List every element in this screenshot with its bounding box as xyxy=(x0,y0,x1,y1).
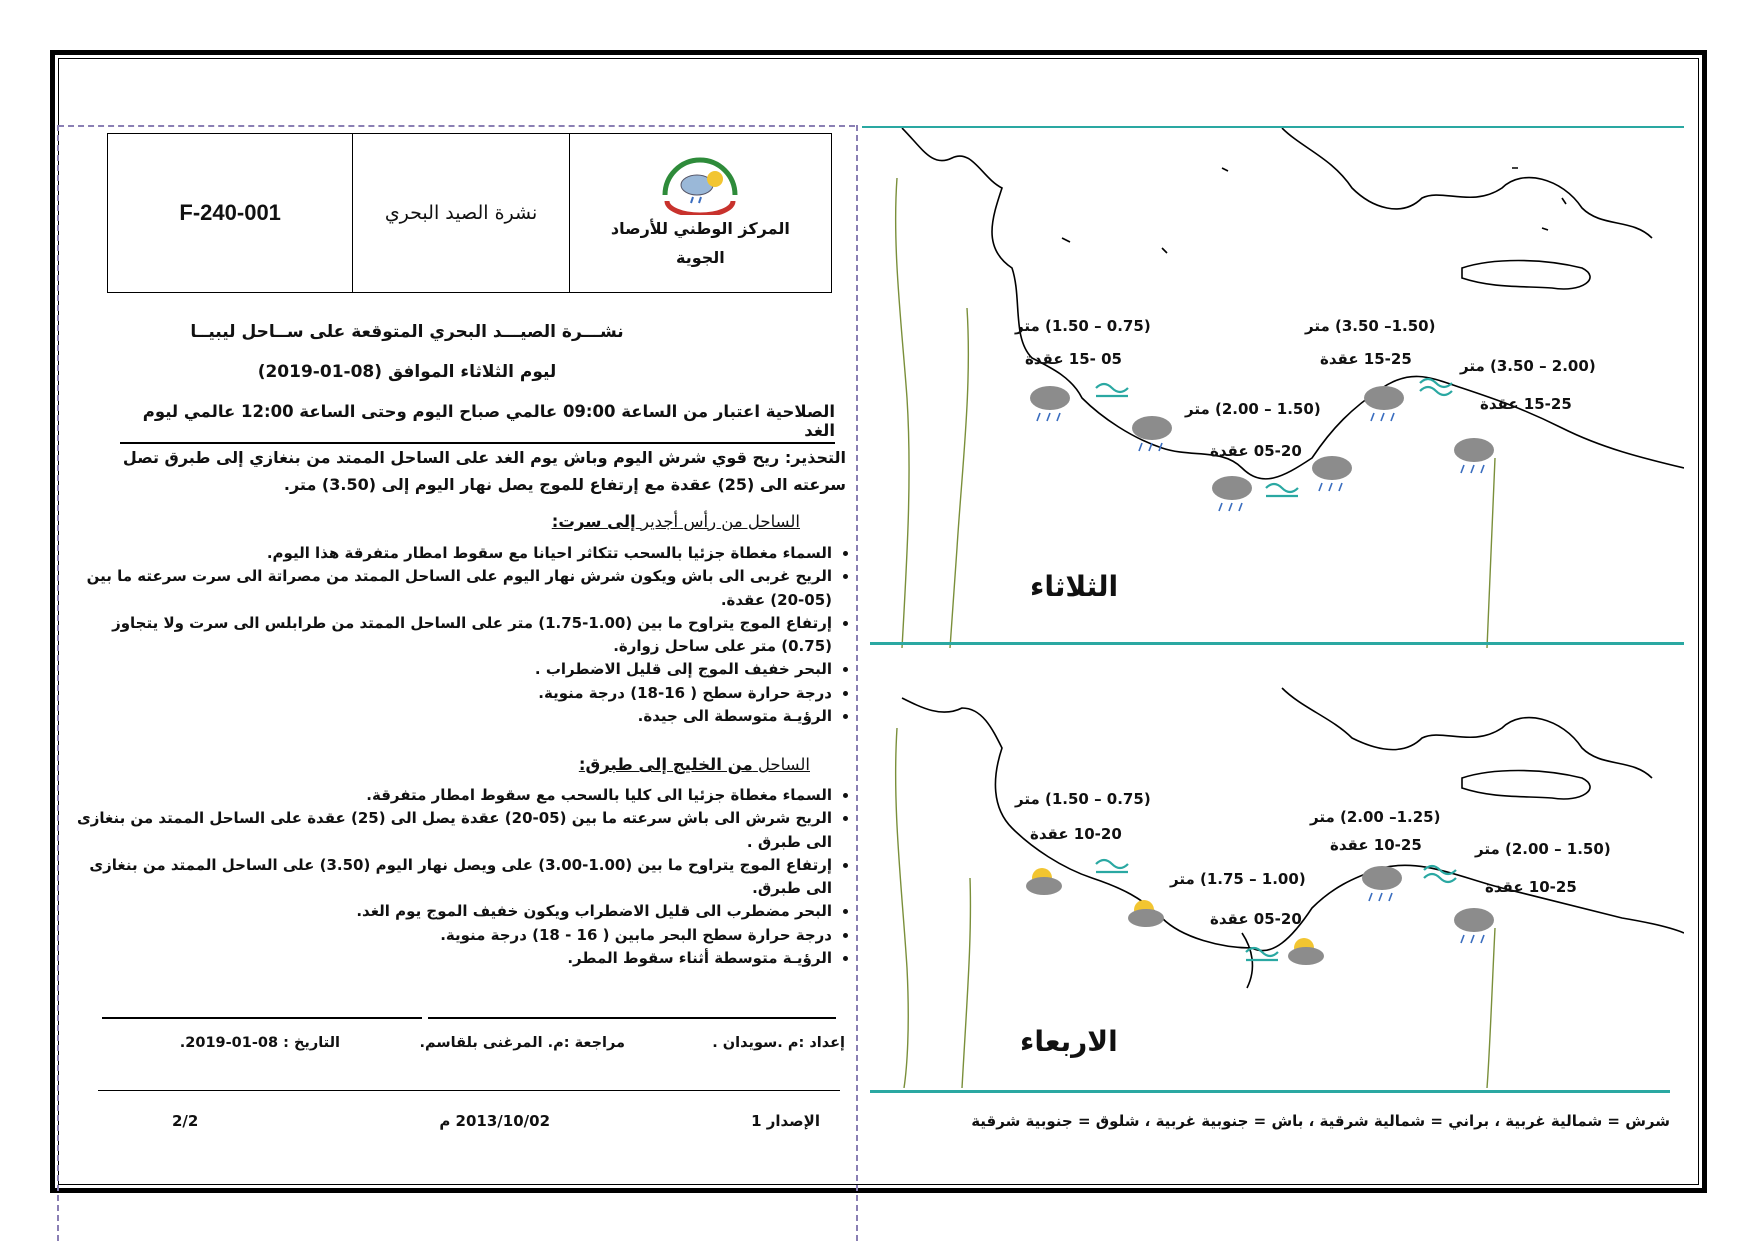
map-tuesday xyxy=(862,128,1684,648)
section1-list xyxy=(72,542,856,728)
map2-wind-east: 10-25 عقدة xyxy=(1485,878,1577,896)
map2-wave-west: (0.75 – 1.50) متر xyxy=(1015,790,1151,808)
map1-wind-west: 05 -15 عقدة xyxy=(1025,350,1122,368)
section2-title xyxy=(520,755,810,774)
list-item: • البحر خفيف الموج إلى قليل الاضطراب . xyxy=(72,658,832,681)
list-item: • السماء مغطاة جزئيا الى كليا بالسحب مع سقوط امطار متفرقة. xyxy=(72,784,832,807)
map1-wind-center: 05-20 عقدة xyxy=(1210,442,1302,460)
list-item: • الريح شرش الى باش سرعته ما بين (05-20) عقدة يصل الى (25) عقدة على الساحل الممتد من بنغازى الى طبرق . xyxy=(72,807,832,854)
map2-wind-benghazi: 10-25 عقدة xyxy=(1330,836,1422,854)
map1-wave-east: (2.00 – 3.50) متر xyxy=(1460,357,1596,375)
map1-wind-east: 15-25 عقدة xyxy=(1480,395,1572,413)
issue-date: 2013/10/02 م xyxy=(439,1112,550,1130)
list-item: • إرتفاع الموج يتراوح ما بين (1.00-1.75) متر على الساحل الممتد من طرابلس الى سرت ولا يتجاوز (0.75) متر على ساحل زوارة. xyxy=(72,612,832,659)
signature-line-left xyxy=(102,1017,422,1019)
header-table xyxy=(107,133,832,293)
map1-wave-benghazi: (1.50– 3.50) متر xyxy=(1305,317,1436,335)
map2-wave-benghazi: (1.25– 2.00) متر xyxy=(1310,808,1441,826)
section1-title-rest: إلى سرت: xyxy=(551,512,636,531)
list-item: • درجة حرارة سطح البحر مابين ( 16 - 18) درجة منوية. xyxy=(72,924,832,947)
cloud-rain-icon xyxy=(1362,866,1494,943)
warning-label: التحذير: xyxy=(784,448,846,467)
map1-bottom-line xyxy=(870,642,1684,645)
list-item: • درجة حرارة سطح ( 16-18) درجة منوية. xyxy=(72,682,832,705)
fold-line-middle xyxy=(856,125,858,1241)
prepared-by: إعداد :م .سويدان . xyxy=(712,1035,845,1051)
fold-line-left xyxy=(57,125,59,1241)
center-name-line2: الجوية xyxy=(675,248,725,267)
center-name-line1: المركز الوطني للأرصاد xyxy=(610,219,790,239)
map1-wave-center: (1.50 – 2.00) متر xyxy=(1185,400,1321,418)
wind-direction-legend: شرش = شمالية غربية ، براني = شمالية شرقية ، باش = جنوبية غربية ، شلوق = جنوبية شرقية xyxy=(971,1112,1670,1130)
list-item: • الرؤيـة متوسطة أثناء سقوط المطر. xyxy=(72,947,832,970)
bulletin-title: نشـــرة الصيـــد البحري المتوقعة على ســاحل ليبيــا xyxy=(190,322,624,342)
bulletin-name: نشرة الصيد البحري xyxy=(352,134,568,292)
section1-title xyxy=(500,512,800,531)
date-line: ليوم الثلاثاء الموافق (08-01-2019) xyxy=(257,362,557,382)
map2-wind-west: 10-20 عقدة xyxy=(1030,825,1122,843)
map2-day-name: الاربعاء xyxy=(1020,1025,1118,1058)
footer-line xyxy=(98,1090,840,1091)
list-item: • السماء مغطاة جزئيا بالسحب تتكاثر احيانا مع سقوط امطار متفرقة هذا اليوم. xyxy=(72,542,832,565)
map-wednesday xyxy=(862,648,1684,1088)
map1-wave-west: (0.75 – 1.50) متر xyxy=(1015,317,1151,335)
section2-title-rest: من الخليج إلى طبرق: xyxy=(578,755,753,774)
map2-wave-center: (1.00 – 1.75) متر xyxy=(1170,870,1306,888)
map2-wind-center: 05-20 عقدة xyxy=(1210,910,1302,928)
section2-list xyxy=(72,784,856,970)
issue-number: الإصدار 1 xyxy=(751,1112,820,1130)
warning-paragraph xyxy=(72,444,846,498)
section2-title-prefix: الساحل xyxy=(757,755,810,774)
warning-text: ريح قوي شرش اليوم وباش يوم الغد على الساحل الممتد من بنغازي إلى طبرق تصل سرعته الى (25) عقدة مع إرتفاع للموج يصل نهار اليوم إلى (3.50) متر. xyxy=(122,448,846,495)
list-item: • الرؤيـة متوسطة الى جيدة. xyxy=(72,705,832,728)
map2-wave-east: (1.50 – 2.00) متر xyxy=(1475,840,1611,858)
section1-title-prefix: الساحل من رأس أجدير xyxy=(640,512,800,531)
page-number: 2/2 xyxy=(172,1112,199,1130)
validity-line: الصلاحية اعتبار من الساعة 09:00 عالمي صباح اليوم وحتى الساعة 12:00 عالمي ليوم الغد xyxy=(120,402,835,444)
map2-bottom-line xyxy=(870,1090,1670,1093)
map1-wind-benghazi: 15-25 عقدة xyxy=(1320,350,1412,368)
list-item: • البحر مضطرب الى قليل الاضطراب ويكون خفيف الموج يوم الغد. xyxy=(72,900,832,923)
reviewed-by: مراجعة :م. المرغنى بلقاسم. xyxy=(419,1035,625,1051)
center-cell xyxy=(569,134,831,292)
map1-day-name: الثلاثاء xyxy=(1030,570,1119,603)
list-item: • الريح غربى الى باش ويكون شرش نهار اليوم على الساحل الممتد من مصراتة الى سرت سرعته ما بين (05-20) عقدة. xyxy=(72,565,832,612)
weather-center-logo-icon xyxy=(655,153,745,215)
doc-code: F-240-001 xyxy=(179,200,281,225)
signature-date: التاريخ : 08-01-2019. xyxy=(179,1035,340,1051)
signature-line-right xyxy=(428,1017,836,1019)
list-item: • إرتفاع الموج يتراوح ما بين (1.00-3.00) على ويصل نهار اليوم (3.50) على الساحل الممتد من بنغازى الى طبرق. xyxy=(72,854,832,901)
fold-line-top xyxy=(58,125,855,127)
